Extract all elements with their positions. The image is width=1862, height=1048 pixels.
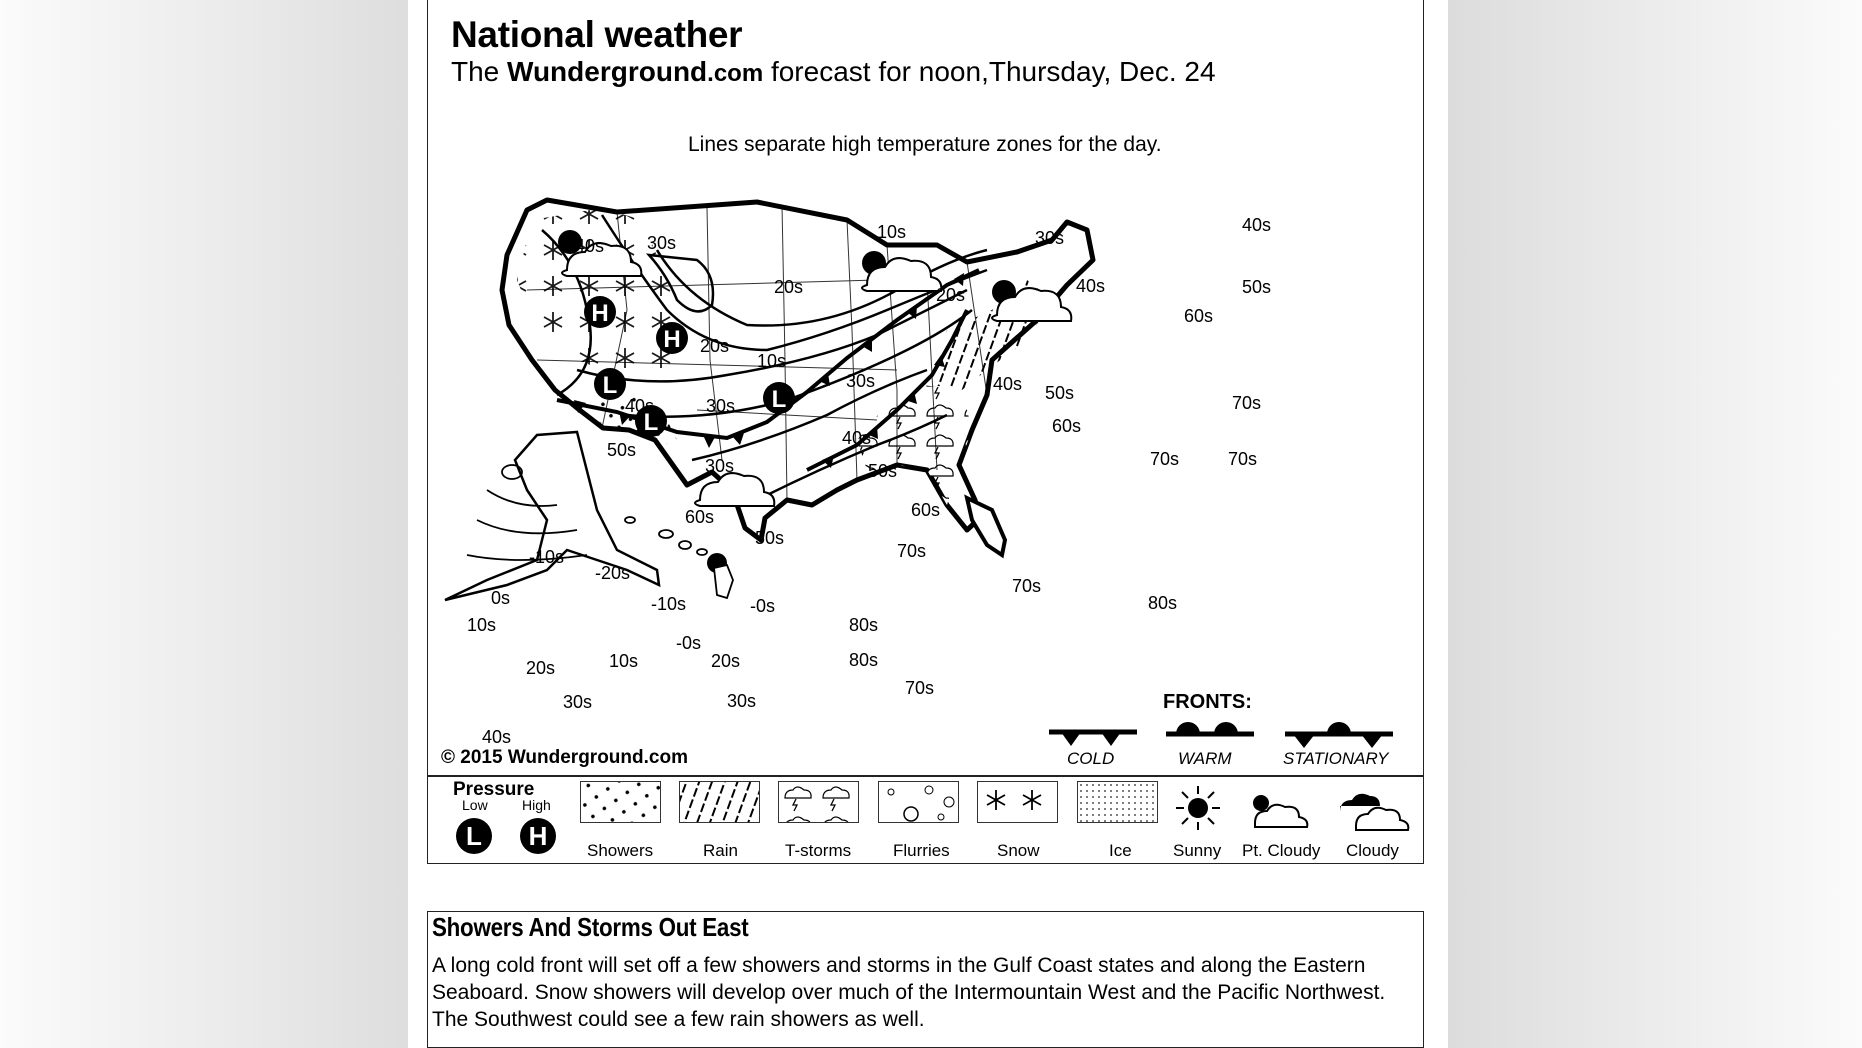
temp-label: 30s (706, 396, 736, 416)
flurries-legend-label: Flurries (893, 841, 950, 860)
temp-label: 40s (482, 727, 512, 747)
showers-legend-label: Showers (587, 841, 654, 860)
ice-legend-label: Ice (1109, 841, 1132, 860)
temp-label: 30s (727, 691, 757, 711)
partly-cloudy-legend-label: Pt. Cloudy (1242, 841, 1321, 860)
temp-label: 80s (1148, 593, 1178, 613)
temp-label: 50s (868, 461, 898, 481)
high-pressure-label: High (522, 797, 551, 813)
stationary-front-label: STATIONARY (1283, 749, 1389, 768)
temp-label: 70s (1150, 449, 1180, 469)
temperature-zones-note: Lines separate high temperature zones for the day. (688, 133, 1162, 156)
temp-label: 70s (1228, 449, 1258, 469)
high-pressure-icon: H (520, 818, 556, 854)
temp-label: 60s (911, 500, 941, 520)
tstorms-legend-label: T-storms (785, 841, 852, 860)
cloudy-legend-label: Cloudy (1346, 841, 1399, 860)
high-pressure-center (656, 322, 688, 354)
temp-label: -0s (750, 596, 776, 616)
subtitle-pre: The (451, 56, 500, 87)
low-pressure-center (594, 368, 626, 400)
pressure-symbol: H (591, 300, 609, 327)
pressure-symbol: L (602, 372, 618, 399)
temp-label: -0s (676, 633, 702, 653)
subtitle-date: forecast for noon,Thursday, Dec. 24 (770, 56, 1216, 87)
temp-label: 60s (1052, 416, 1082, 436)
showers-swatch (580, 781, 661, 823)
temp-label: 0s (491, 588, 511, 608)
low-pressure-icon: L (456, 818, 492, 854)
temp-label: 20s (936, 285, 966, 305)
snow-swatch (977, 781, 1058, 823)
temp-label: -20s (595, 563, 631, 583)
cloudy-icon (1338, 788, 1416, 832)
temp-label: 20s (700, 336, 730, 356)
subtitle-dotcom: .com (707, 60, 764, 87)
temp-label: 50s (1045, 383, 1075, 403)
temp-label: 20s (526, 658, 556, 678)
temp-label: -10s (529, 547, 565, 567)
temp-label: 70s (1232, 393, 1262, 413)
fronts-title: FRONTS: (1163, 691, 1252, 713)
cold-front-label: COLD (1067, 749, 1115, 768)
left-blur-margin (0, 0, 428, 1048)
pressure-legend-title: Pressure (453, 779, 535, 800)
sunny-legend-label: Sunny (1173, 841, 1222, 860)
temp-label: 30s (563, 692, 593, 712)
temp-label: 20s (711, 651, 741, 671)
rain-legend-label: Rain (703, 841, 738, 860)
temp-label: -10s (651, 594, 687, 614)
low-pressure-center (763, 382, 795, 414)
forecast-subtitle (451, 56, 1216, 88)
temp-label: 20s (774, 277, 804, 297)
temp-label: 60s (685, 507, 715, 527)
warm-front-symbol (1166, 718, 1254, 738)
stationary-front-symbol (1285, 718, 1393, 748)
temp-label: 50s (607, 440, 637, 460)
temp-label: 10s (467, 615, 497, 635)
right-blur-margin (1448, 0, 1862, 1048)
temp-label: 70s (905, 678, 935, 698)
page-title: National weather (451, 14, 743, 55)
temp-label: 40s (993, 374, 1023, 394)
temp-label: 70s (1012, 576, 1042, 596)
temp-label: 40s (575, 236, 605, 256)
temp-label: 80s (849, 650, 879, 670)
high-pressure-center (584, 296, 616, 328)
pressure-symbol: H (663, 326, 681, 353)
story-body: A long cold front will set off a few showers and storms in the Gulf Coast states and along the Eastern Seaboard. Snow showers will develop over much of the Intermountain West and the Pacific Northwest. The Southwest could see a few rain showers as well. (432, 954, 1386, 1031)
ice-swatch (1077, 781, 1158, 823)
temp-label: 10s (609, 651, 639, 671)
temp-label: 70s (897, 541, 927, 561)
temp-label: 10s (757, 351, 787, 371)
temp-label: 50s (755, 528, 785, 548)
temp-label: 30s (705, 456, 735, 476)
subtitle-brand: Wunderground (507, 56, 708, 87)
pressure-symbol: L (643, 409, 659, 436)
temp-label: 10s (877, 222, 907, 242)
temp-label: 40s (1242, 215, 1272, 235)
story-headline: Showers And Storms Out East (432, 912, 749, 942)
temp-label: 40s (842, 428, 872, 448)
sunny-icon (1174, 784, 1222, 832)
temp-label: 40s (625, 396, 655, 416)
warm-front-label: WARM (1178, 749, 1232, 768)
snow-legend-label: Snow (997, 841, 1040, 860)
pressure-symbol: L (771, 386, 787, 413)
partly-cloudy-icon (1243, 787, 1313, 831)
flurries-swatch (878, 781, 959, 823)
copyright-notice: © 2015 Wunderground.com (441, 747, 688, 768)
temp-label: 40s (1076, 276, 1106, 296)
temp-label: 80s (849, 615, 879, 635)
tstorms-swatch (778, 781, 859, 823)
low-pressure-label: Low (462, 797, 488, 813)
temp-label: 60s (1184, 306, 1214, 326)
rain-swatch (679, 781, 760, 823)
temp-label: 30s (1035, 228, 1065, 248)
temp-label: 30s (647, 233, 677, 253)
temp-label: 50s (1242, 277, 1272, 297)
temp-label: 30s (846, 371, 876, 391)
cold-front-symbol (1049, 728, 1137, 748)
